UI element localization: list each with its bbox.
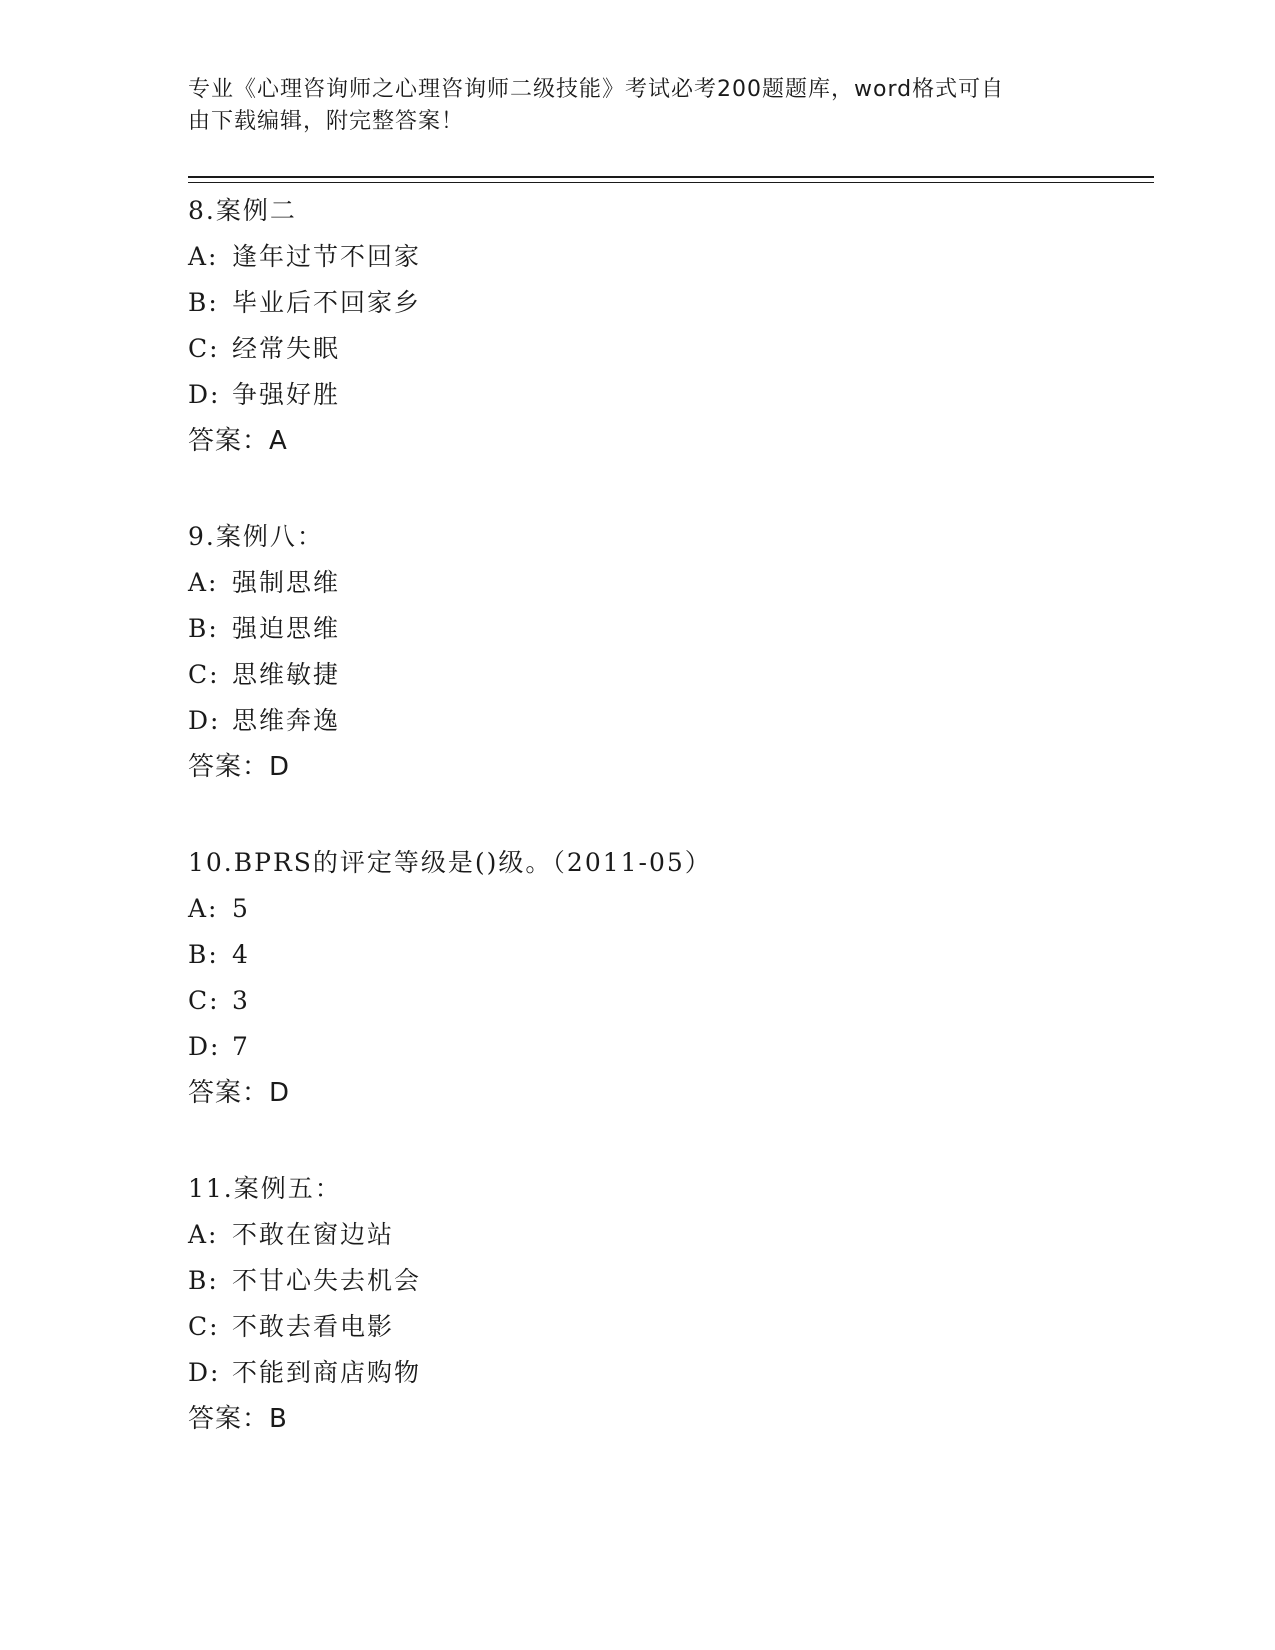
option-letter: D:	[188, 706, 221, 735]
option-text: 不敢去看电影	[232, 1312, 395, 1341]
option-letter: C:	[188, 660, 220, 689]
option-letter: A:	[188, 1220, 219, 1249]
option-text: 争强好胜	[232, 380, 341, 409]
option-letter: D:	[188, 1358, 221, 1387]
header-divider-thin	[188, 182, 1154, 183]
option-letter: D:	[188, 1032, 221, 1061]
intro-line-1: 专业《心理咨询师之心理咨询师二级技能》考试必考200题题库，word格式可自	[188, 77, 1005, 102]
option-b	[188, 932, 1148, 978]
question-stem: 11.案例五：	[188, 1174, 342, 1203]
question-stem: 9.案例八：	[188, 522, 324, 551]
option-letter: B:	[188, 288, 219, 317]
option-text: 经常失眠	[232, 334, 341, 363]
option-text: 4	[232, 940, 250, 969]
option-text: 7	[232, 1032, 250, 1061]
option-c	[188, 978, 1148, 1024]
option-b	[188, 280, 1148, 326]
option-b	[188, 606, 1148, 652]
document-intro	[188, 74, 1068, 138]
option-text: 逢年过节不回家	[232, 242, 422, 271]
option-text: 强制思维	[232, 568, 341, 597]
option-d	[188, 698, 1148, 744]
option-text: 5	[232, 894, 250, 923]
header-divider-thick	[188, 176, 1154, 178]
option-text: 毕业后不回家乡	[232, 288, 422, 317]
option-d	[188, 1024, 1148, 1070]
option-letter: A:	[188, 894, 219, 923]
option-d	[188, 372, 1148, 418]
question-9	[188, 514, 1148, 790]
option-text: 不敢在窗边站	[232, 1220, 395, 1249]
option-b	[188, 1258, 1148, 1304]
option-text: 强迫思维	[232, 614, 341, 643]
question-8	[188, 188, 1148, 464]
question-11	[188, 1166, 1148, 1442]
answer-line: 答案：A	[188, 426, 288, 456]
option-text: 不能到商店购物	[232, 1358, 422, 1387]
option-text: 3	[232, 986, 250, 1015]
option-letter: B:	[188, 1266, 219, 1295]
option-text: 思维敏捷	[232, 660, 341, 689]
option-letter: A:	[188, 242, 219, 271]
question-stem: 10.BPRS的评定等级是()级。（2011-05）	[188, 848, 712, 877]
option-letter: C:	[188, 334, 220, 363]
option-a	[188, 560, 1148, 606]
option-d	[188, 1350, 1148, 1396]
option-letter: C:	[188, 1312, 220, 1341]
option-text: 思维奔逸	[232, 706, 341, 735]
option-letter: D:	[188, 380, 221, 409]
question-list	[188, 188, 1148, 1492]
option-text: 不甘心失去机会	[232, 1266, 422, 1295]
option-a	[188, 886, 1148, 932]
answer-line: 答案：D	[188, 1078, 291, 1108]
question-10	[188, 840, 1148, 1116]
answer-line: 答案：B	[188, 1404, 288, 1434]
option-letter: C:	[188, 986, 220, 1015]
option-letter: B:	[188, 614, 219, 643]
question-stem: 8.案例二	[188, 196, 297, 225]
intro-line-2: 由下载编辑，附完整答案！	[188, 109, 465, 134]
answer-line: 答案：D	[188, 752, 291, 782]
option-c	[188, 652, 1148, 698]
option-a	[188, 234, 1148, 280]
option-letter: A:	[188, 568, 219, 597]
option-c	[188, 326, 1148, 372]
option-c	[188, 1304, 1148, 1350]
option-a	[188, 1212, 1148, 1258]
option-letter: B:	[188, 940, 219, 969]
